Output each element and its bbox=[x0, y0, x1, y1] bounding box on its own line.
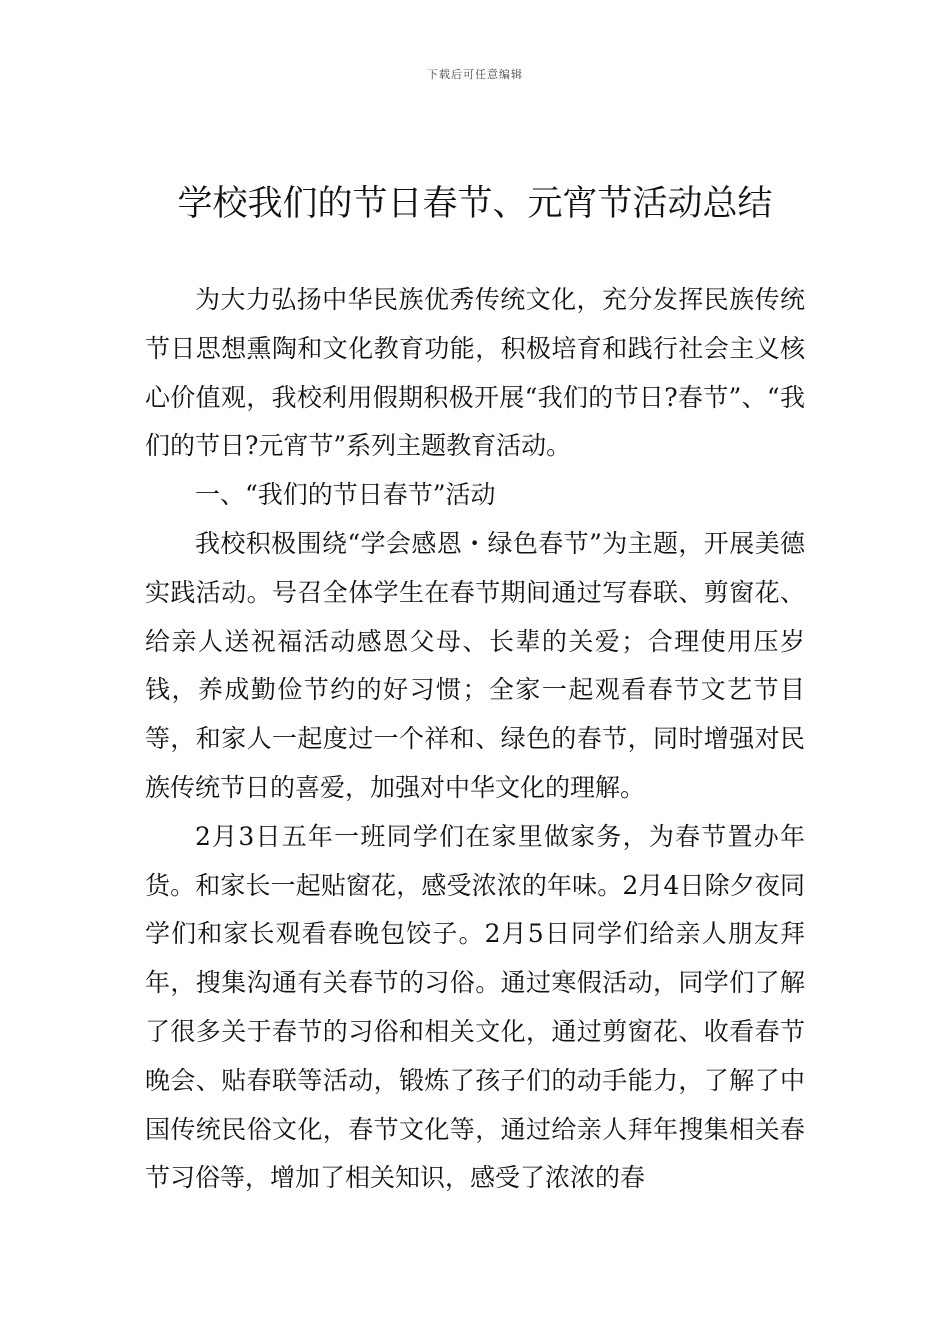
intro-paragraph: 为大力弘扬中华民族优秀传统文化，充分发挥民族传统节日思想熏陶和文化教育功能，积极培育和践行社会主义核心价值观，我校利用假期积极开展“我们的节日?春节”、“我们的节日?元宵节”系列主题教育活动。 bbox=[145, 285, 805, 461]
activity-paragraph: 我校积极围绕“学会感恩・绿色春节”为主题，开展美德实践活动。号召全体学生在春节期间通过写春联、剪窗花、给亲人送祝福活动感恩父母、长辈的关爱；合理使用压岁钱，养成勤俭节约的好习惯；全家一起观看春节文艺节目等，和家人一起度过一个祥和、绿色的春节，同时增强对民族传统节日的喜爱，加强对中华文化的理解。 bbox=[145, 528, 805, 802]
document-body bbox=[145, 276, 805, 1203]
schedule-paragraph: 2月3日五年一班同学们在家里做家务，为春节置办年货。和家长一起贴窗花，感受浓浓的年味。2月4日除夕夜同学们和家长观看春晚包饺子。2月5日同学们给亲人朋友拜年，搜集沟通有关春节的习俗。通过寒假活动，同学们了解了很多关于春节的习俗和相关文化，通过剪窗花、收看春节晚会、贴春联等活动，锻炼了孩子们的动手能力，了解了中国传统民俗文化，春节文化等，通过给亲人拜年搜集相关春节习俗等，增加了相关知识，感受了浓浓的春 bbox=[145, 821, 805, 1193]
section-heading-spring-festival: 一、“我们的节日春节”活动 bbox=[195, 480, 496, 510]
document-title: 学校我们的节日春节、元宵节活动总结 bbox=[177, 184, 773, 224]
header-note: 下载后可任意编辑 bbox=[427, 68, 523, 81]
